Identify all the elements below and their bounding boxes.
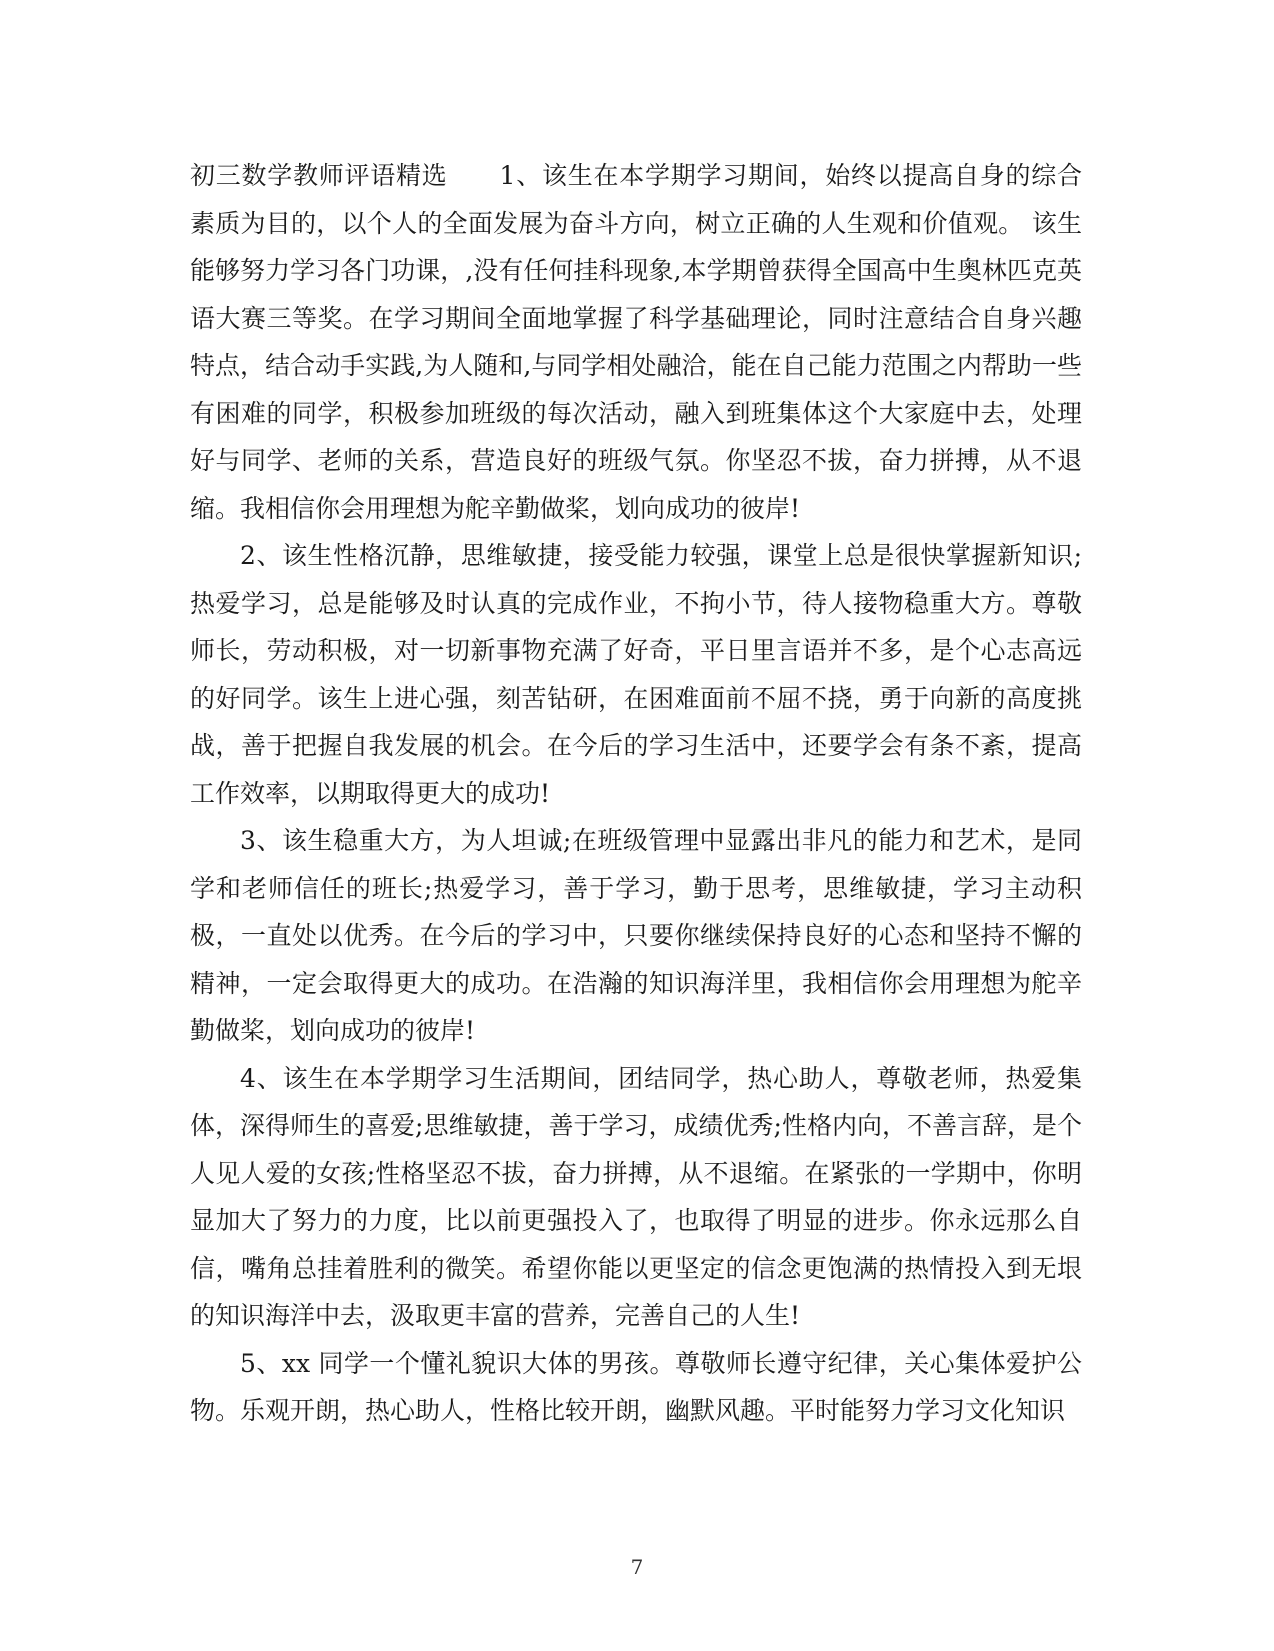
page-number: 7 — [630, 1555, 644, 1579]
paragraph-2: 2、该生性格沉静，思维敏捷，接受能力较强，课堂上总是很快掌握新知识;热爱学习，总是能够及时认真的完成作业，不拘小节，待人接物稳重大方。尊敬师长，劳动积极，对一切新事物充满了好奇，平日里言语并不多，是个心志高远的好同学。该生上进心强，刻苦钻研，在困难面前不屈不挠，勇于向新的高度挑战，善于把握自我发展的机会。在今后的学习生活中，还要学会有条不紊，提高工作效率，以期取得更大的成功! — [190, 541, 1082, 808]
paragraph-4: 4、该生在本学期学习生活期间，团结同学，热心助人，尊敬老师，热爱集体，深得师生的喜爱;思维敏捷，善于学习，成绩优秀;性格内向，不善言辞，是个人见人爱的女孩;性格坚忍不拔，奋力拼搏，从不退缩。在紧张的一学期中，你明显加大了努力的力度，比以前更强投入了，也取得了明显的进步。你永远那么自信，嘴角总挂着胜利的微笑。希望你能以更坚定的信念更饱满的热情投入到无垠的知识海洋中去，汲取更丰富的营养，完善自己的人生! — [190, 1063, 1082, 1330]
paragraph-1-text: 1、该生在本学期学习期间，始终以提高自身的综合素质为目的，以个人的全面发展为奋斗方向，树立正确的人生观和价值观。 该生能够努力学习各门功课，,没有任何挂科现象,本学期曾获得全国高中生奥林匹克英语大赛三等奖。在学习期间全面地掌握了科学基础理论，同时注意结合自身兴趣特点，结合动手实践,为人随和,与同学相处融洽，能在自己能力范围之内帮助一些有困难的同学，积极参加班级的每次活动，融入到班集体这个大家庭中去，处理好与同学、老师的关系，营造良好的班级气氛。你坚忍不拔，奋力拼搏，从不退缩。我相信你会用理想为舵辛勤做桨，划向成功的彼岸! — [190, 161, 1082, 523]
document-title: 初三数学教师评语精选 — [190, 161, 448, 190]
paragraph-5: 5、xx 同学一个懂礼貌识大体的男孩。尊敬师长遵守纪律，关心集体爱护公物。乐观开朗，热心助人，性格比较开朗，幽默风趣。平时能努力学习文化知识 — [190, 1348, 1082, 1425]
document-body — [190, 152, 1082, 1435]
paragraph-3: 3、该生稳重大方，为人坦诚;在班级管理中显露出非凡的能力和艺术，是同学和老师信任的班长;热爱学习，善于学习，勤于思考，思维敏捷，学习主动积极，一直处以优秀。在今后的学习中，只要你继续保持良好的心态和坚持不懈的精神，一定会取得更大的成功。在浩瀚的知识海洋里，我相信你会用理想为舵辛勤做桨，划向成功的彼岸! — [190, 826, 1082, 1045]
paragraph-1 — [190, 152, 1082, 532]
